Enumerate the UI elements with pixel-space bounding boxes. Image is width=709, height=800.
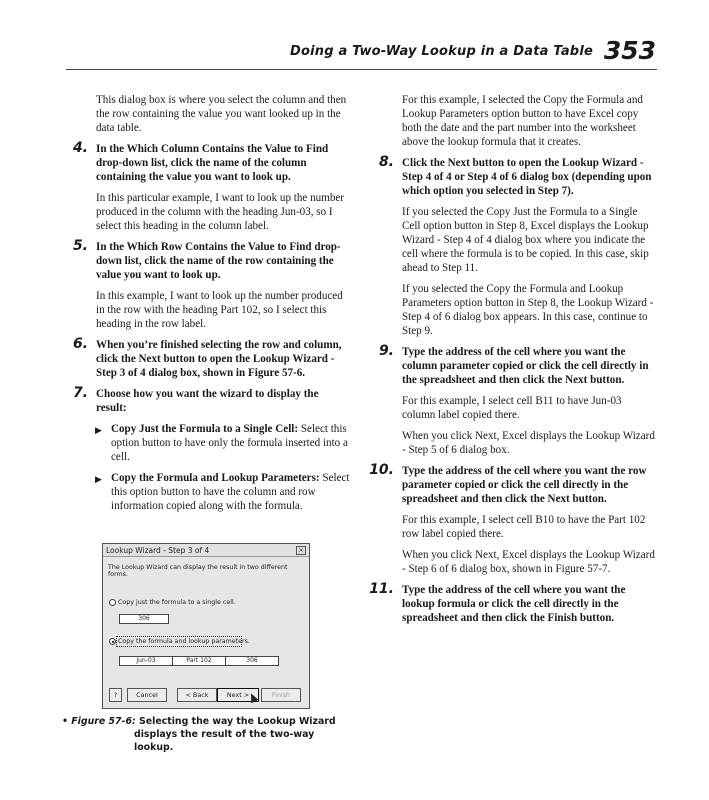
cancel-button[interactable]: Cancel: [127, 688, 167, 702]
next-button[interactable]: Next >: [217, 688, 259, 702]
right-column: [369, 93, 656, 632]
caption-line-2: displays the result of the two-way lookup.: [134, 729, 315, 753]
step-text: Click the Next button to open the Lookup Wizard - Step 4 of 4 or Step 4 of 6 dialog box (depending upon which option you selected in Step 7).: [402, 157, 652, 197]
paragraph: For this example, I selected the Copy the Formula and Lookup Parameters option button to have Excel copy both the date and the part number into the worksheet above the lookup formula that it creates.: [402, 94, 643, 148]
step-number: 8.: [378, 154, 394, 170]
step-9-paragraph-2: When you click Next, Excel displays the Lookup Wizard - Step 5 of 6 dialog box.: [402, 430, 655, 456]
radio-copy-formula-label[interactable]: Copy just the formula to a single cell.: [118, 599, 236, 606]
bullet-copy-formula-params: [95, 471, 350, 513]
step-8-paragraph-1: If you selected the Copy Just the Formula to a Single Cell option button in Step 8, Excel displays the Lookup Wizard - Step 4 of 4 dialog box where you indicate the cell where the formula is to be copied. In this case, skip ahead to Step 11.: [402, 206, 649, 274]
close-icon[interactable]: ×: [296, 546, 306, 555]
step-4-paragraph: In this particular example, I want to look up the number produced in the column with the heading Jun-03, so I select this heading in the column label.: [96, 192, 345, 232]
param-box-column: Jun-03: [119, 656, 173, 666]
radio-copy-formula-params[interactable]: [109, 638, 116, 645]
step-text: In the Which Row Contains the Value to Find drop-down list, click the name of the row containing the value you want to look up.: [96, 241, 341, 281]
formula-preview-box: 306: [119, 614, 169, 624]
bullet-triangle-icon: ▶: [95, 474, 102, 484]
bullet-dot-icon: •: [62, 716, 72, 727]
bullet-title: Copy Just the Formula to a Single Cell:: [111, 423, 299, 435]
step-10: [369, 462, 656, 506]
finish-button[interactable]: Finish: [261, 688, 301, 702]
bullet-text: Select this option button to have the column and row information copied along with the formula.: [111, 472, 350, 512]
help-button[interactable]: ?: [109, 688, 122, 702]
step-5-paragraph: In this example, I want to look up the number produced in the row with the heading Part 102, so I select this heading in the row label.: [96, 290, 343, 330]
dialog-description: The Lookup Wizard can display the result in two different forms.: [108, 564, 288, 578]
step-8-paragraph-2: If you selected the Copy the Formula and Lookup Parameters option button in Step 8, the Lookup Wizard - Step 4 of 6 dialog box appears. In this case, continue to Step 9.: [402, 283, 654, 337]
step-7: [72, 385, 350, 415]
figure-caption: [62, 715, 342, 754]
step-number: 4.: [72, 140, 88, 156]
step-text: Type the address of the cell where you want the column parameter copied or click the cell directly in the spreadsheet and then click the Next button.: [402, 346, 649, 386]
left-column: [72, 93, 350, 520]
step-number: 9.: [378, 343, 394, 359]
step-10-paragraph-2: When you click Next, Excel displays the Lookup Wizard - Step 6 of 6 dialog box, shown in Figure 57-7.: [402, 549, 655, 575]
step-11: [369, 581, 656, 625]
step-5: [72, 238, 350, 282]
step-text: In the Which Column Contains the Value to Find drop-down list, click the name of the column containing the value you want to look up.: [96, 143, 329, 183]
figure-label: Figure 57-6:: [71, 716, 136, 727]
step-number: 11.: [369, 581, 394, 597]
radio-copy-formula[interactable]: [109, 599, 116, 606]
back-button[interactable]: < Back: [177, 688, 217, 702]
step-number: 6.: [72, 336, 88, 352]
step-6: [72, 336, 350, 380]
param-box-result: 306: [225, 656, 279, 666]
step-9: [378, 343, 656, 387]
caption-line-1: Selecting the way the Lookup Wizard: [139, 716, 336, 727]
radio-copy-formula-params-label[interactable]: Copy the formula and lookup parameters.: [118, 638, 250, 645]
step-10-paragraph-1: For this example, I select cell B10 to have the Part 102 row label copied there.: [402, 514, 646, 540]
param-box-row: Part 102: [172, 656, 226, 666]
bullet-triangle-icon: ▶: [95, 425, 102, 435]
step-number: 10.: [369, 462, 394, 478]
step-number: 7.: [72, 385, 88, 401]
lookup-wizard-dialog: [102, 543, 310, 709]
step-text: Type the address of the cell where you want the row parameter copied or click the cell directly in the spreadsheet and then click the Next button.: [402, 465, 647, 505]
dialog-title-bar: [103, 544, 309, 557]
bullet-text: Select this option button to have only the formula inserted into a cell.: [111, 423, 348, 463]
header-rule: [66, 69, 657, 70]
step-4: [72, 140, 350, 184]
step-number: 5.: [72, 238, 88, 254]
dialog-title: Lookup Wizard - Step 3 of 4: [106, 546, 210, 555]
step-9-paragraph-1: For this example, I select cell B11 to have Jun-03 column label copied there.: [402, 395, 622, 421]
running-header-title: Doing a Two-Way Lookup in a Data Table: [290, 44, 593, 59]
intro-paragraph: This dialog box is where you select the column and then the row containing the value you want looked up in the data table.: [96, 94, 347, 134]
step-text: Choose how you want the wizard to display the result:: [96, 388, 319, 414]
bullet-title: Copy the Formula and Lookup Parameters:: [111, 472, 320, 484]
step-8: [378, 154, 656, 198]
page-number: 353: [603, 36, 656, 65]
step-text: When you’re finished selecting the row and column, click the Next button to open the Lookup Wizard - Step 3 of 4 dialog box, shown in Figure 57-6.: [96, 339, 342, 379]
bullet-copy-formula: [95, 422, 350, 464]
step-text: Type the address of the cell where you want the lookup formula or click the cell directly in the spreadsheet and then click the Finish button.: [402, 584, 626, 624]
